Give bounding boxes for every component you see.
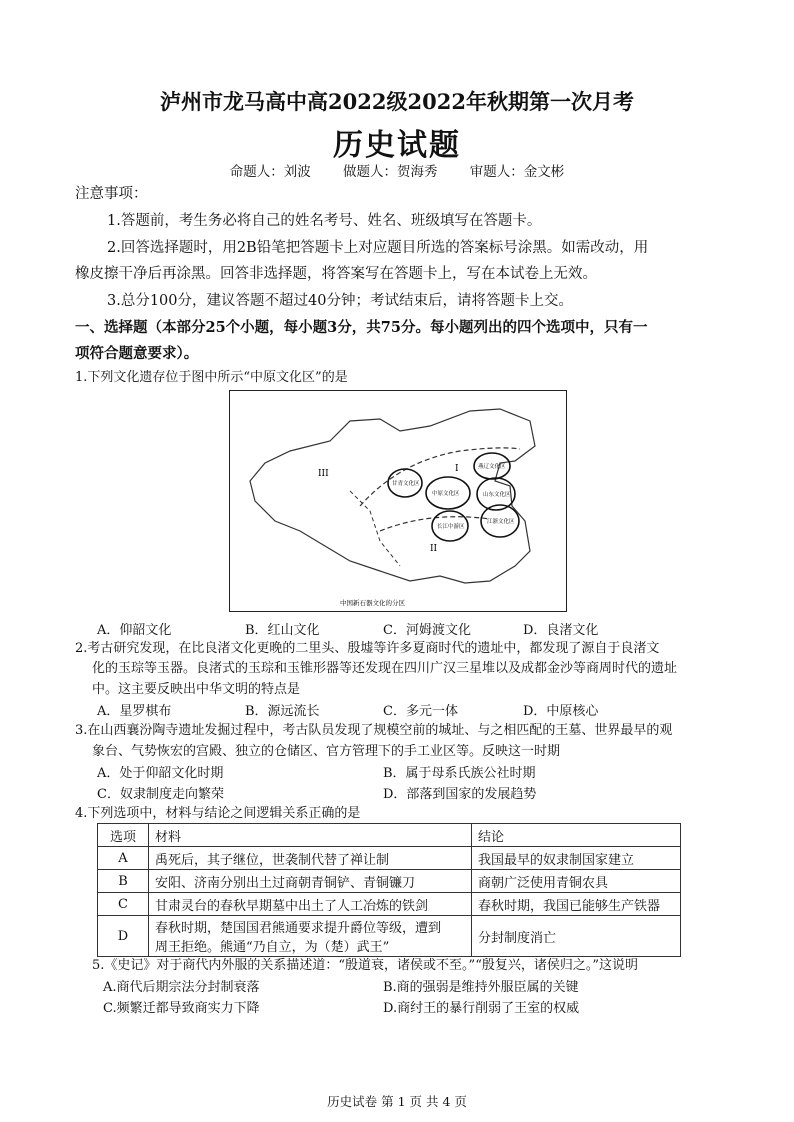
notice-heading: 注意事项： [75, 186, 148, 202]
row-material: 甘肃灵台的春秋早期墓中出土了人工冶炼的铁剑 [149, 893, 472, 916]
region-label-II: II [430, 544, 438, 554]
q3-option-d: D．部落到国家的发展趋势 [383, 787, 537, 802]
q2-line2: 化的玉琮等玉器。良渚式的玉琮和玉锥形器等还发现在四川广汉三星堆以及成都金沙等商周时代的遗址 [92, 661, 678, 676]
row-material-line1: 春秋时期，楚国国君熊通要求提升爵位等级，遭到 [155, 921, 442, 936]
q1-stem: 1.下列文化遗存位于图中所示“中原文化区”的是 [75, 370, 348, 385]
q2-option-a: A．星罗棋布 [97, 704, 172, 719]
region-label-I: I [455, 464, 459, 474]
authors-line [0, 160, 794, 180]
q2-option-d: D．中原核心 [523, 704, 599, 719]
notice-item-2a: 2.回答选择题时，用2B铅笔把答题卡上对应题目所选的答案标号涂黑。如需改动，用 [107, 240, 649, 256]
notice-item-3: 3.总分100分，建议答题不超过40分钟；考试结束后，请将答题卡上交。 [107, 293, 573, 309]
q5-option-d: D.商纣王的暴行削弱了王室的权威 [383, 1001, 580, 1016]
q2-line1: 2.考古研究发现，在比良渚文化更晚的二里头、殷墟等许多夏商时代的遗址中，都发现了源自于良渚文 [75, 641, 660, 656]
table-row [98, 870, 681, 893]
q5-stem: 5.《史记》对于商代内外服的关系描述道：“殷道衰，诸侯或不至。”“殷复兴，诸侯归之。”这说明 [92, 958, 638, 973]
table-row [98, 893, 681, 916]
section-heading-line1: 一、选择题（本部分25个小题，每小题3分，共75分。每小题列出的四个选项中，只有一 [75, 319, 648, 336]
q1-option-b: B．红山文化 [245, 623, 320, 638]
china-culture-map [229, 390, 567, 612]
q3-option-a: A．处于仰韶文化时期 [97, 766, 224, 781]
q2-option-c: C．多元一体 [383, 704, 458, 719]
page-footer: 历史试卷 第 1 页 共 4 页 [327, 1094, 467, 1109]
q1-option-d: D．良渚文化 [523, 623, 599, 638]
q2-line3: 中。这主要反映出中华文明的特点是 [92, 682, 301, 697]
table-header-row [98, 824, 681, 847]
exam-subject: 历史试题 [333, 128, 461, 163]
row-conclusion: 我国最早的奴隶制国家建立 [472, 847, 681, 870]
q1-option-a: A．仰韶文化 [97, 623, 172, 638]
row-option: A [98, 847, 149, 870]
map-caption: 中国新石器文化的分区 [340, 599, 405, 607]
q4-stem: 4.下列选项中，材料与结论之间逻辑关系正确的是 [75, 806, 361, 821]
row-option: D [98, 916, 149, 957]
row-material: 安阳、济南分别出土过商朝青铜铲、青铜镰刀 [149, 870, 472, 893]
q5-option-b: B.商的强弱是维持外服臣属的关键 [383, 980, 579, 995]
row-conclusion: 分封制度消亡 [472, 916, 681, 957]
svg-text:中原文化区: 中原文化区 [432, 491, 460, 497]
setter: 命题人：刘波 [229, 164, 311, 180]
notice-item-1: 1.答题前，考生务必将自己的姓名考号、姓名、班级填写在答题卡。 [107, 213, 542, 229]
q4-table [97, 823, 681, 957]
header-option: 选项 [98, 824, 149, 847]
q3-line2: 象台、气势恢宏的宫殿、独立的仓储区、官方管理下的手工业区等。反映这一时期 [92, 744, 561, 759]
q5-option-c: C.频繁迁都导致商实力下降 [103, 1001, 260, 1016]
svg-text:山东文化区: 山东文化区 [483, 492, 511, 498]
q3-option-b: B．属于母系氏族公社时期 [383, 766, 536, 781]
header-conclusion: 结论 [472, 824, 681, 847]
row-material-line2: 周王拒绝。熊通“乃自立，为（楚）武王” [155, 940, 390, 955]
maker: 做题人：贺海秀 [343, 164, 438, 180]
q1-option-c: C．河姆渡文化 [383, 623, 471, 638]
region-divider-3 [350, 491, 400, 566]
table-row [98, 916, 681, 957]
reviewer: 审题人：金文彬 [469, 164, 565, 180]
q3-line1: 3.在山西襄汾陶寺遗址发掘过程中，考古队员发现了规模空前的城址、与之相匹配的王墓、世界最早的观 [75, 723, 673, 738]
svg-text:甘青文化区: 甘青文化区 [392, 481, 420, 487]
q5-option-a: A.商代后期宗法分封制衰落 [103, 980, 260, 995]
row-option: B [98, 870, 149, 893]
svg-text:燕辽文化区: 燕辽文化区 [478, 464, 506, 470]
row-conclusion: 商朝广泛使用青铜农具 [472, 870, 681, 893]
section-heading-line2: 项符合题意要求）。 [75, 345, 199, 362]
row-material [149, 916, 472, 957]
header-material: 材料 [149, 824, 472, 847]
exam-title: 泸州市龙马高中高2022级2022年秋期第一次月考 [160, 89, 634, 114]
svg-text:江浙文化区: 江浙文化区 [487, 519, 515, 525]
q3-option-c: C．奴隶制度走向繁荣 [97, 787, 224, 802]
notice-item-2b: 橡皮擦干净后再涂黑。回答非选择题，将答案写在答题卡上，写在本试卷上无效。 [75, 266, 597, 282]
region-label-III: III [318, 469, 329, 479]
table-row [98, 847, 681, 870]
q2-option-b: B．源远流长 [245, 704, 320, 719]
row-option: C [98, 893, 149, 916]
row-material: 禹死后，其子继位，世袭制代替了禅让制 [149, 847, 472, 870]
svg-text:长江中游区: 长江中游区 [437, 524, 465, 530]
row-conclusion: 春秋时期，我国已能够生产铁器 [472, 893, 681, 916]
